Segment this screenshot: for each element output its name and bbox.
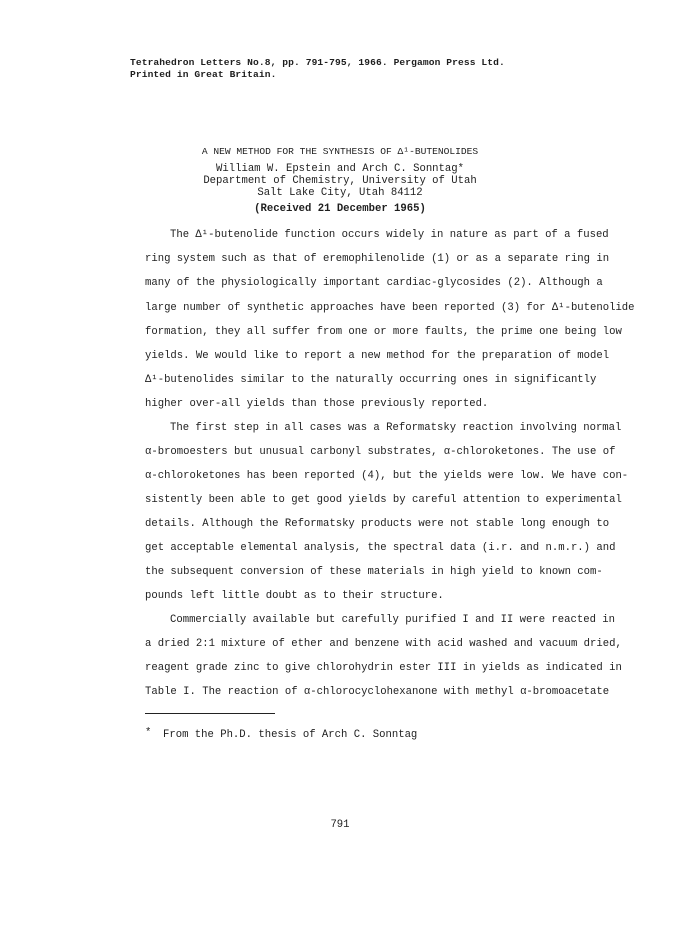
text-line: The Δ¹-butenolide function occurs widely in nature as part of a fused [170,229,609,241]
text-line: many of the physiologically important cardiac-glycosides (2). Although a [145,277,603,289]
text-line: Commercially available but carefully purified I and II were reacted in [170,614,616,626]
page-number: 791 [330,819,350,831]
journal-citation: Tetrahedron Letters No.8, pp. 791-795, 1966. Pergamon Press Ltd. [130,57,505,68]
received-date: (Received 21 December 1965) [254,203,426,215]
text-line: reagent grade zinc to give chlorohydrin ester III in yields as indicated in [145,662,622,674]
article-title: A NEW METHOD FOR THE SYNTHESIS OF Δ¹-BUTENOLIDES [201,146,479,157]
text-line: get acceptable elemental analysis, the spectral data (i.r. and n.m.r.) and [145,542,616,554]
text-line: higher over-all yields than those previously reported. [145,398,489,410]
text-line: details. Although the Reformatsky products were not stable long enough to [145,518,610,530]
text-line: sistently been able to get good yields by careful attention to experimental [145,494,622,506]
text-line: Table I. The reaction of α-chlorocyclohexanone with methyl α-bromoacetate [145,686,610,698]
text-line: Δ¹-butenolides similar to the naturally occurring ones in significantly [145,374,597,386]
affiliation-department: Department of Chemistry, University of Utah [203,175,477,187]
text-line: α-bromoesters but unusual carbonyl substrates, α-chloroketones. The use of [145,446,616,458]
text-line: α-chloroketones has been reported (4), but the yields were low. We have con- [145,470,629,482]
footnote-rule [145,713,275,714]
text-line: a dried 2:1 mixture of ether and benzene with acid washed and vacuum dried, [145,638,622,650]
affiliation-city: Salt Lake City, Utah 84112 [257,187,423,199]
text-line: the subsequent conversion of these materials in high yield to known com- [145,566,603,578]
text-line: The first step in all cases was a Reformatsky reaction involving normal [170,422,622,434]
footnote-marker: * [145,727,152,739]
text-line: yields. We would like to report a new method for the preparation of model [145,350,610,362]
text-line: ring system such as that of eremophilenolide (1) or as a separate ring in [145,253,610,265]
text-line: large number of synthetic approaches have been reported (3) for Δ¹-butenolide [145,302,635,314]
article-authors: William W. Epstein and Arch C. Sonntag* [216,163,464,175]
text-line: pounds left little doubt as to their structure. [145,590,444,602]
footnote-text: From the Ph.D. thesis of Arch C. Sonntag [163,729,418,741]
printed-in-line: Printed in Great Britain. [130,69,277,80]
text-line: formation, they all suffer from one or more faults, the prime one being low [145,326,622,338]
